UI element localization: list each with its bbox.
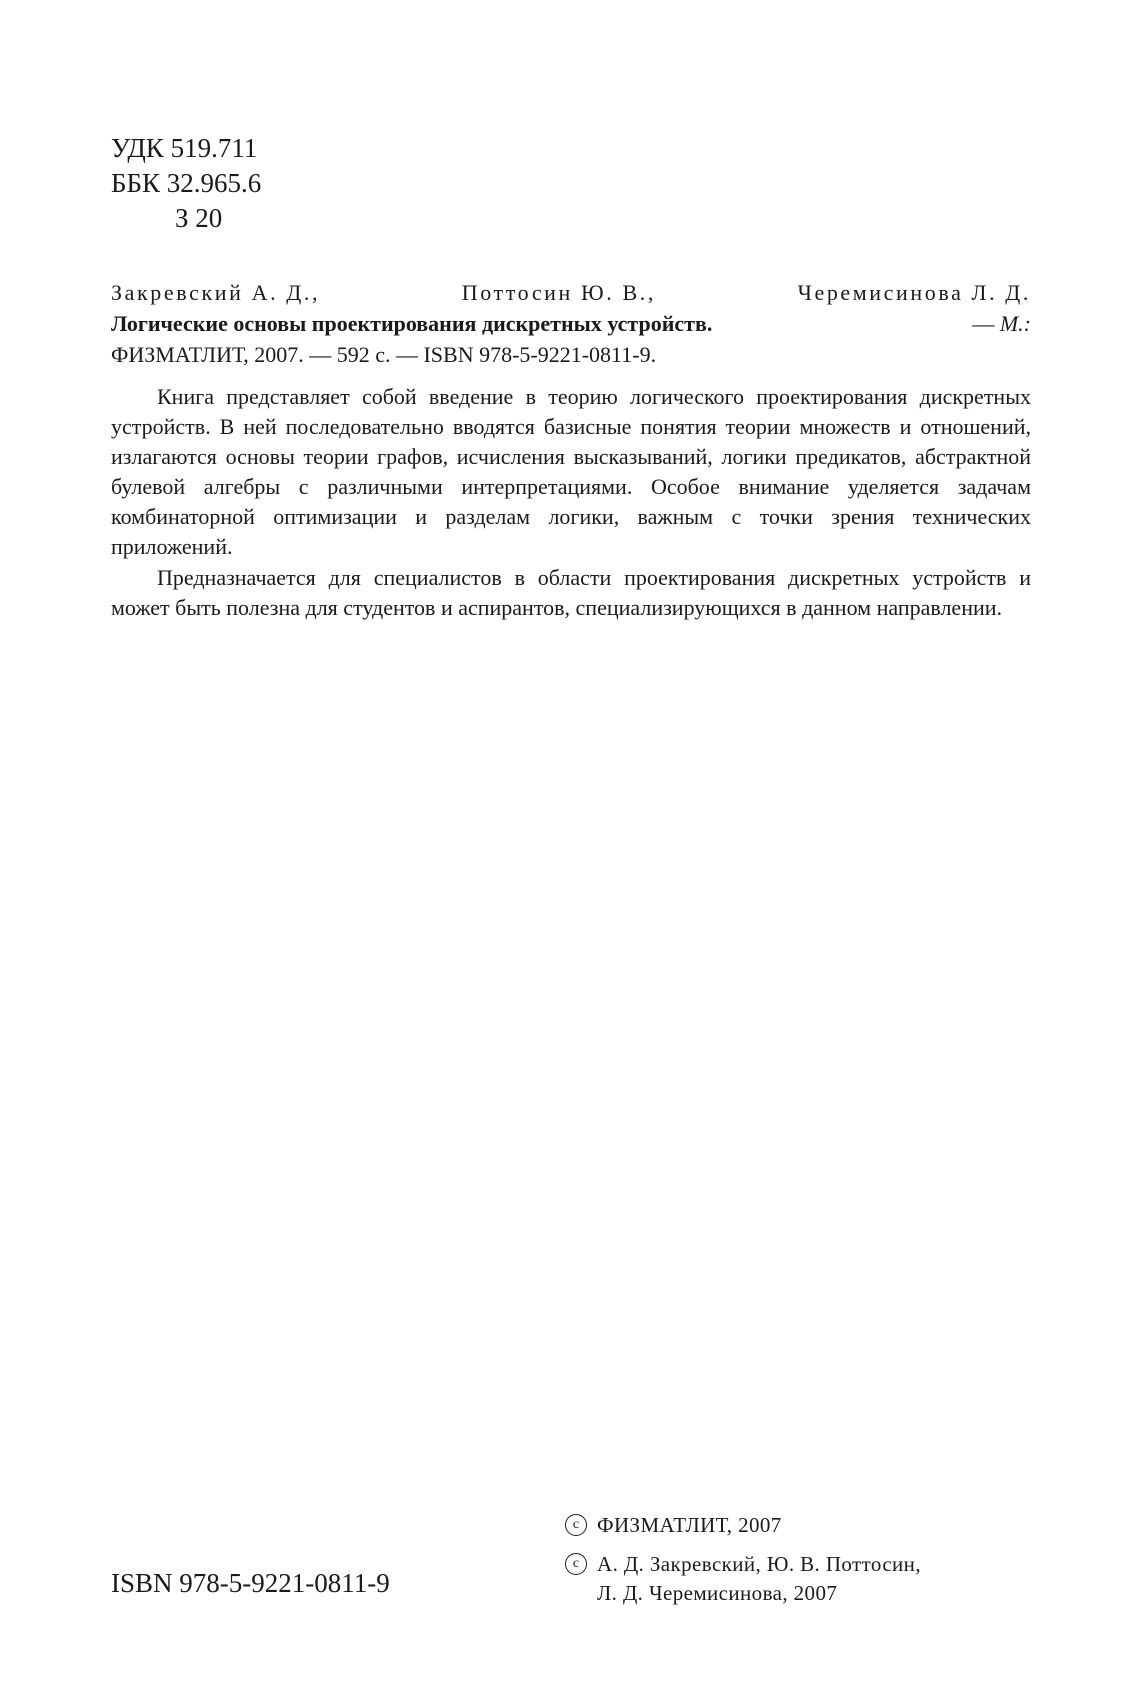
copyright-entry-publisher bbox=[565, 1511, 1035, 1540]
isbn-number: ISBN 978-5-9221-0811-9 bbox=[111, 1568, 390, 1598]
book-title: Логические основы проектирования дискретных устройств. bbox=[111, 311, 713, 336]
title-line bbox=[111, 308, 1031, 339]
copyright-authors bbox=[597, 1550, 921, 1608]
annotation-paragraph: Предназначается для специалистов в области проектирования дискретных устройств и может быть полезна для студентов и аспирантов, специализирующихся в данном направлении. bbox=[111, 565, 1031, 620]
copyright-block bbox=[565, 1511, 1035, 1608]
authors-line bbox=[111, 277, 1031, 308]
publication-place: М.: bbox=[999, 311, 1031, 336]
author-2: Поттосин Ю. В., bbox=[461, 280, 656, 305]
publisher-line: ФИЗМАТЛИТ, 2007. — 592 с. — ISBN 978-5-9221-0811-9. bbox=[111, 342, 657, 367]
annotation-paragraph: Книга представляет собой введение в теорию логического проектирования дискретных устройств. В ней последовательно вводятся базисные понятия теории множеств и отношений, излагаются основы теории графов, исчисления высказываний, логики предикатов, абстрактной булевой алгебры с различными интерпретациями. Особое внимание уделяется задачам комбинаторной оптимизации и разделам логики, важным с точки зрения технических приложений. bbox=[111, 384, 1031, 559]
copyright-icon: c bbox=[565, 1514, 587, 1536]
copyright-authors-line-2: Л. Д. Черемисинова, 2007 bbox=[597, 1581, 838, 1605]
title-tail bbox=[972, 308, 1031, 339]
classification-block bbox=[111, 131, 261, 236]
bibliographic-record bbox=[111, 277, 1031, 370]
annotation-block bbox=[111, 382, 1031, 624]
udk-code: УДК 519.711 bbox=[111, 133, 258, 163]
copyright-icon: c bbox=[565, 1553, 587, 1575]
copyright-authors-line-1: А. Д. Закревский, Ю. В. Поттосин, bbox=[597, 1552, 921, 1576]
title-dash: — bbox=[972, 311, 995, 336]
author-3: Черемисинова Л. Д. bbox=[797, 280, 1031, 305]
author-1: Закревский А. Д., bbox=[111, 280, 321, 305]
author-mark: З 20 bbox=[175, 203, 223, 233]
copyright-entry-authors bbox=[565, 1550, 1035, 1608]
bbk-code: ББК 32.965.6 bbox=[111, 168, 262, 198]
copyright-publisher: ФИЗМАТЛИТ, 2007 bbox=[597, 1513, 782, 1537]
